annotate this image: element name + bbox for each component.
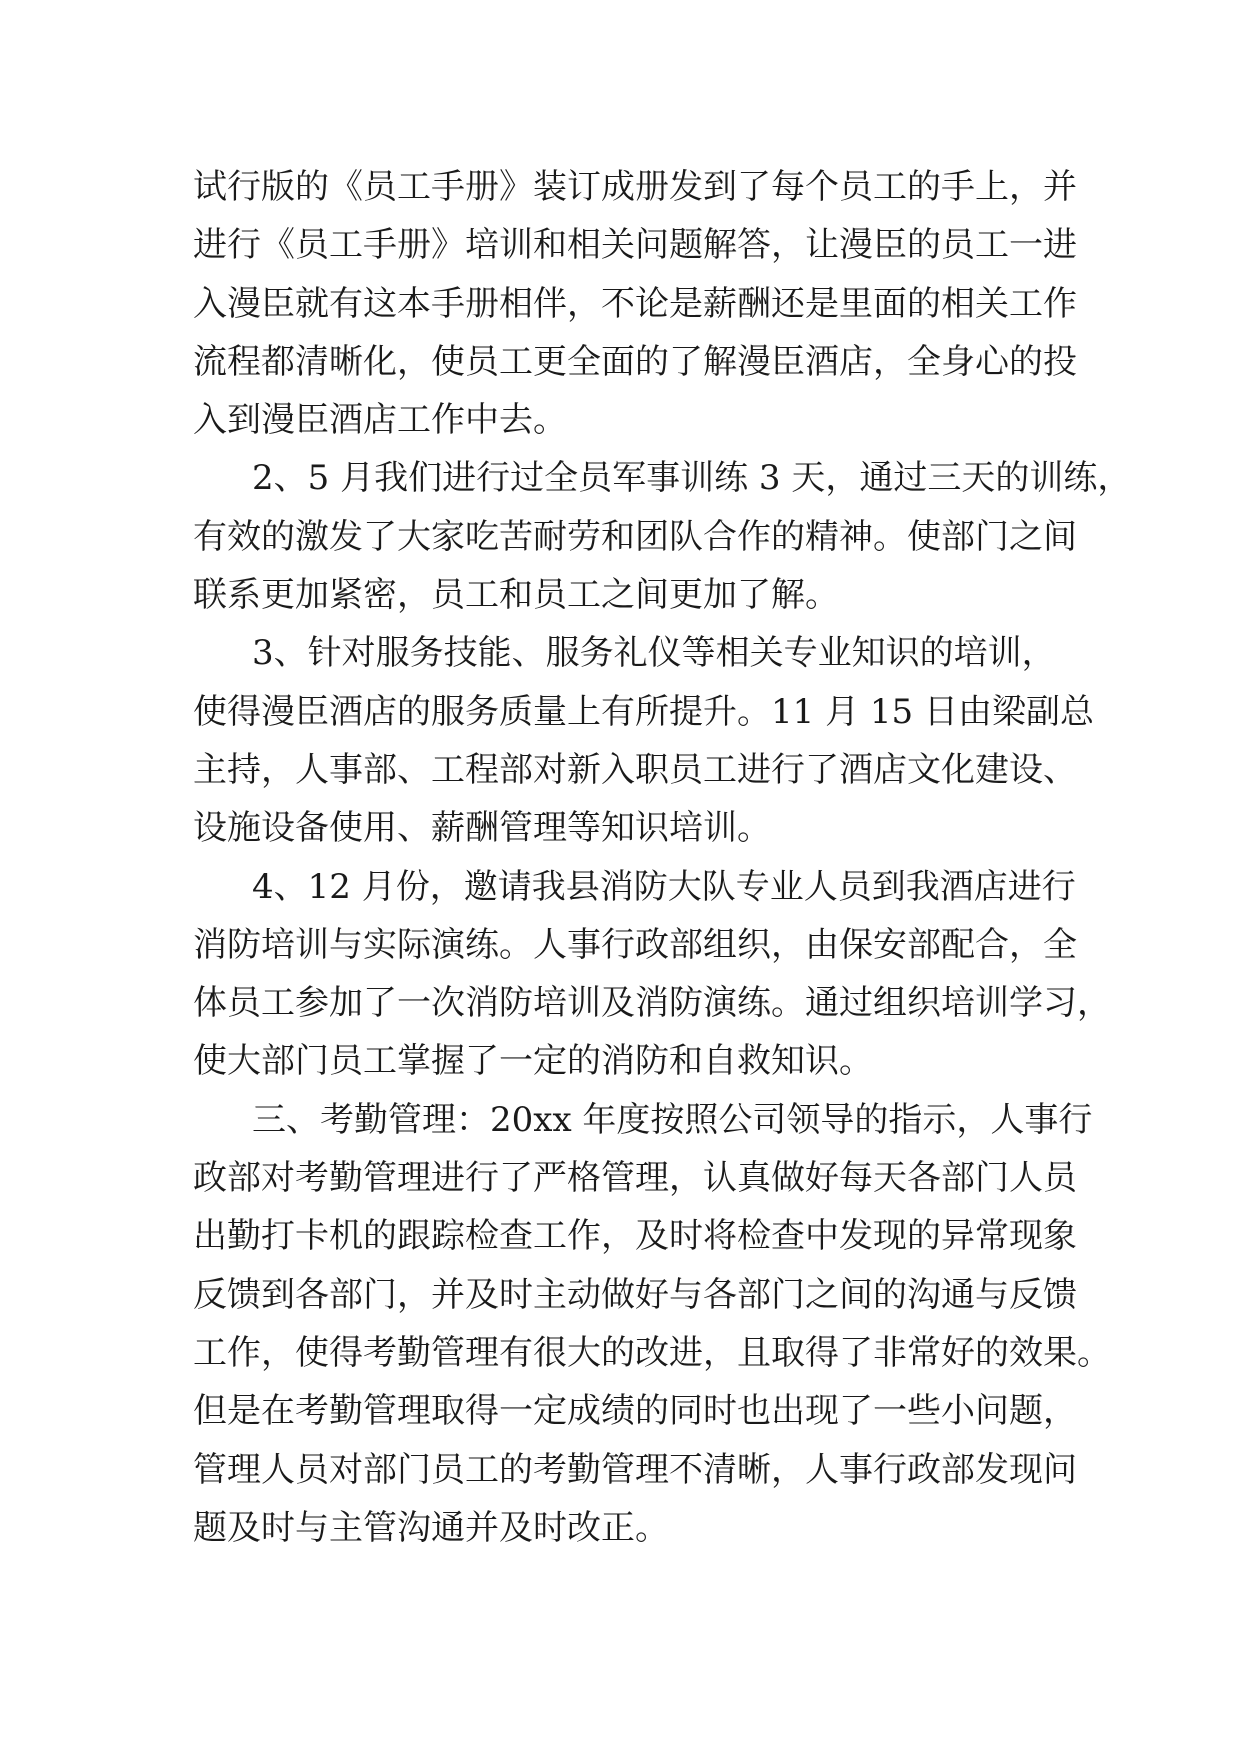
- text-line: 消防培训与实际演练。人事行政部组织，由保安部配合，全: [193, 924, 1077, 965]
- text-line: 政部对考勤管理进行了严格管理，认真做好每天各部门人员: [193, 1158, 1077, 1199]
- text-line: 有效的激发了大家吃苦耐劳和团队合作的精神。使部门之间: [193, 516, 1077, 557]
- text-line: 但是在考勤管理取得一定成绩的同时也出现了一些小问题，: [193, 1391, 1077, 1432]
- text-line: 试行版的《员工手册》装订成册发到了每个员工的手上，并: [193, 167, 1077, 207]
- text-line: 出勤打卡机的跟踪检查工作，及时将检查中发现的异常现象: [193, 1216, 1077, 1257]
- text-line: 入漫臣就有这本手册相伴，不论是薪酬还是里面的相关工作: [193, 283, 1077, 324]
- text-line: 3、针对服务技能、服务礼仪等相关专业知识的培训，: [252, 633, 1056, 674]
- text-line: 题及时与主管沟通并及时改正。: [193, 1507, 669, 1548]
- text-line: 入到漫臣酒店工作中去。: [193, 400, 567, 441]
- text-line: 反馈到各部门，并及时主动做好与各部门之间的沟通与反馈: [193, 1274, 1077, 1315]
- text-line: 使得漫臣酒店的服务质量上有所提升。11 月 15 日由梁副总: [193, 691, 1094, 732]
- text-line: 体员工参加了一次消防培训及消防演练。通过组织培训学习，: [193, 983, 1111, 1024]
- document-body: [193, 158, 1132, 1557]
- text-line: 4、12 月份，邀请我县消防大队专业人员到我酒店进行: [252, 866, 1076, 907]
- text-line: 主持，人事部、工程部对新入职员工进行了酒店文化建设、: [193, 749, 1077, 790]
- text-line: 管理人员对部门员工的考勤管理不清晰，人事行政部发现问: [193, 1449, 1077, 1490]
- text-line: 三、考勤管理：20xx 年度按照公司领导的指示，人事行: [252, 1099, 1093, 1140]
- text-line: 联系更加紧密，员工和员工之间更加了解。: [193, 575, 839, 616]
- text-line: 工作，使得考勤管理有很大的改进，且取得了非常好的效果。: [193, 1332, 1111, 1373]
- text-line: 使大部门员工掌握了一定的消防和自救知识。: [193, 1041, 873, 1082]
- text-line: 设施设备使用、薪酬管理等知识培训。: [193, 808, 771, 849]
- text-line: 进行《员工手册》培训和相关问题解答，让漫臣的员工一进: [193, 225, 1077, 266]
- text-line: 流程都清晰化，使员工更全面的了解漫臣酒店，全身心的投: [193, 341, 1077, 382]
- text-line: 2、5 月我们进行过全员军事训练 3 天，通过三天的训练，: [252, 458, 1132, 499]
